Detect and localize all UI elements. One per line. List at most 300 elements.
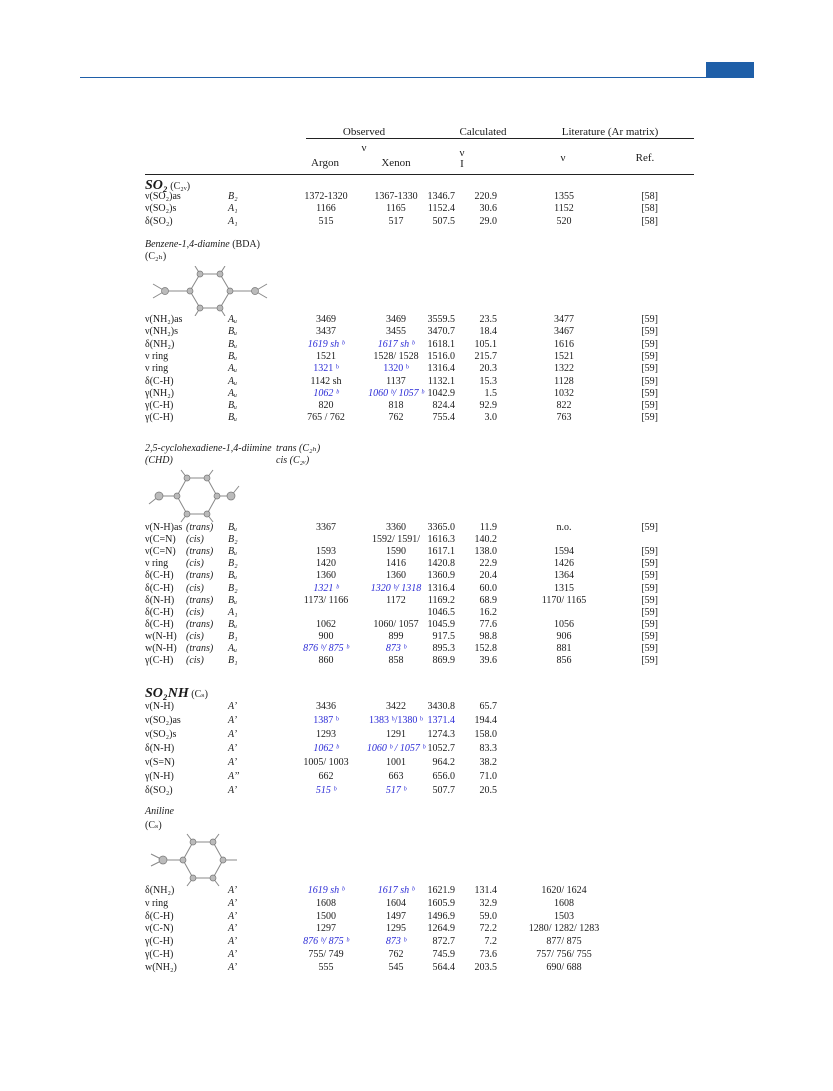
cell-lit: 1620/ 1624 bbox=[541, 885, 587, 896]
cell-ar: 876 ᵇ/ 875 ᵇ bbox=[303, 643, 349, 654]
cell-calc: 1618.1 bbox=[427, 338, 455, 350]
cell-ar: 1062 ᵇ bbox=[313, 387, 339, 399]
cell-lit: 1280/ 1282/ 1283 bbox=[528, 923, 600, 935]
cell-sym: A’ bbox=[228, 743, 238, 754]
cell-calc: 1274.3 bbox=[427, 729, 455, 740]
cell-xe: 3422 bbox=[386, 701, 406, 712]
cell-ar: 1521 bbox=[316, 350, 336, 362]
cell-xe: 1617 sh ᵇ bbox=[377, 885, 415, 896]
cell-mode: ν(N-H)as bbox=[145, 522, 183, 533]
cell-xe: 873 ᵇ bbox=[385, 936, 407, 948]
cell-ar: 555 bbox=[318, 961, 334, 973]
cell-mode: ν(C=N) bbox=[145, 546, 176, 558]
cell-xe: 1617 sh ᵇ bbox=[377, 338, 415, 350]
cell-xe: 1590 bbox=[386, 546, 406, 558]
cell-int: 7.2 bbox=[484, 936, 497, 948]
cell-ref: [59] bbox=[641, 363, 658, 375]
cell-sym: B₂ bbox=[228, 534, 238, 546]
cell-lit: 1032 bbox=[554, 387, 574, 399]
cell-sym: A’’ bbox=[228, 771, 240, 782]
cell-cond: (cis) bbox=[186, 630, 204, 642]
cell-calc: 507.7 bbox=[432, 785, 455, 796]
cell-ar: 876 ᵇ/ 875 ᵇ bbox=[303, 936, 349, 948]
cell-ref: [59] bbox=[641, 326, 658, 338]
cell-xe: 517 bbox=[388, 215, 404, 227]
calculated-header: Calculated bbox=[459, 126, 507, 138]
cell-xe: 1497 bbox=[386, 910, 406, 922]
section-title-bda: Benzene-1,4-diamine (BDA) bbox=[145, 239, 260, 250]
cell-cond: (trans) bbox=[186, 522, 214, 533]
cell-sym: A’ bbox=[228, 715, 238, 726]
cell-sym: A’ bbox=[228, 923, 238, 935]
cell-ar: 1360 bbox=[316, 570, 336, 582]
aniline-structure-image bbox=[145, 832, 245, 888]
cell-cond: (cis) bbox=[186, 606, 204, 618]
cell-sym: A’ bbox=[228, 729, 238, 740]
bda-symmetry: (C₂ₕ) bbox=[145, 251, 167, 262]
cell-int: 22.9 bbox=[479, 558, 497, 570]
cell-ar: 3437 bbox=[316, 326, 336, 338]
cell-mode: γ(C-H) bbox=[145, 655, 174, 667]
cell-sym: Bᵤ bbox=[228, 326, 238, 338]
cell-calc: 895.3 bbox=[432, 643, 455, 654]
cell-mode: ν(N-H) bbox=[145, 701, 174, 712]
cell-ar: 860 bbox=[318, 655, 334, 667]
cell-calc: 507.5 bbox=[432, 215, 455, 227]
cell-xe: 1060 ᵇ/ 1057 ᵇ bbox=[368, 387, 424, 399]
cell-sym: A’ bbox=[228, 897, 238, 909]
cell-xe: 1001 bbox=[386, 757, 406, 768]
cell-calc: 1316.4 bbox=[427, 363, 455, 375]
cell-ar: 1387 ᵇ bbox=[313, 715, 339, 726]
cell-mode: w(NH₂) bbox=[145, 961, 177, 973]
cell-ar: 515 bbox=[318, 215, 334, 227]
cell-xe: 1383 ᵇ/1380 ᵇ bbox=[369, 715, 423, 726]
cell-xe: 1172 bbox=[386, 594, 406, 606]
cell-ref: [59] bbox=[641, 350, 658, 362]
cell-mode: γ(C-H) bbox=[145, 949, 174, 960]
cell-xe: 873 ᵇ bbox=[385, 643, 407, 654]
cell-mode: ν ring bbox=[145, 558, 169, 570]
cell-sym: Aᵤ bbox=[228, 314, 238, 325]
cell-int: 20.4 bbox=[479, 570, 497, 582]
cell-xe: 3455 bbox=[386, 326, 406, 338]
cell-int: 73.6 bbox=[479, 949, 497, 960]
cell-lit: 1355 bbox=[554, 191, 574, 202]
cell-calc: 1360.9 bbox=[427, 570, 455, 582]
cell-lit: 1364 bbox=[554, 570, 574, 582]
cell-ar: 1420 bbox=[316, 558, 336, 570]
literature-header: Literature (Ar matrix) bbox=[561, 126, 659, 138]
cell-ar: 1173/ 1166 bbox=[303, 594, 349, 606]
cell-int: 20.5 bbox=[479, 785, 497, 796]
cell-ref: [59] bbox=[641, 338, 658, 350]
cell-sym: Bᵤ bbox=[228, 350, 238, 362]
cell-int: 215.7 bbox=[474, 350, 497, 362]
cell-int: 158.0 bbox=[474, 729, 497, 740]
cell-mode: δ(C-H) bbox=[145, 910, 174, 922]
cell-mode: ν(S=N) bbox=[145, 757, 175, 768]
section-title-so2: SO₂ (C₂ᵥ) bbox=[145, 178, 191, 193]
cell-xe: 1137 bbox=[386, 375, 406, 387]
cell-calc: 872.7 bbox=[432, 936, 455, 948]
cell-int: 194.4 bbox=[474, 715, 497, 726]
cell-mode: δ(C-H) bbox=[145, 582, 174, 594]
cell-ref: [59] bbox=[641, 618, 658, 630]
cell-ref: [59] bbox=[641, 558, 658, 570]
cell-calc: 1169.2 bbox=[427, 594, 455, 606]
chd-structure-image bbox=[145, 468, 245, 524]
cell-xe: 1320 ᵇ/ 1318 bbox=[370, 582, 422, 594]
cell-ref: [59] bbox=[641, 546, 658, 558]
cell-calc: 964.2 bbox=[432, 757, 455, 768]
cell-calc: 1152.4 bbox=[427, 203, 455, 215]
cell-lit: 520 bbox=[556, 215, 572, 227]
cell-lit: 1315 bbox=[554, 582, 574, 594]
cell-sym: A’ bbox=[228, 885, 238, 896]
argon-header: Argon bbox=[311, 157, 339, 169]
cell-ar: 1142 sh bbox=[310, 375, 342, 387]
ref-header: Ref. bbox=[635, 152, 655, 164]
cell-xe: 1060/ 1057 bbox=[373, 618, 419, 630]
cell-calc: 1516.0 bbox=[427, 350, 455, 362]
cell-int: 1.5 bbox=[484, 387, 497, 399]
cell-calc: 3559.5 bbox=[427, 314, 455, 325]
cell-mode: ν(NH₂)s bbox=[145, 326, 179, 338]
cell-xe: 1360 bbox=[386, 570, 406, 582]
cell-ar: 3469 bbox=[316, 314, 336, 325]
cell-lit: 1170/ 1165 bbox=[541, 594, 587, 606]
cell-int: 220.9 bbox=[474, 191, 497, 202]
cell-mode: δ(NH₂) bbox=[145, 338, 175, 350]
cell-int: 29.0 bbox=[479, 215, 497, 227]
cell-mode: δ(C-H) bbox=[145, 606, 174, 618]
cell-calc: 1605.9 bbox=[427, 897, 455, 909]
cell-xe: 1416 bbox=[386, 558, 406, 570]
cell-ar: 765 / 762 bbox=[307, 412, 345, 424]
cell-xe: 663 bbox=[388, 771, 404, 782]
cell-ar: 3436 bbox=[316, 701, 336, 712]
cell-lit: 1056 bbox=[554, 618, 574, 630]
cell-ar: 1619 sh ᵇ bbox=[307, 338, 345, 350]
cell-mode: δ(C-H) bbox=[145, 618, 174, 630]
cell-calc: 3470.7 bbox=[427, 326, 455, 338]
cell-ar: 1297 bbox=[316, 923, 336, 935]
cell-lit: 763 bbox=[556, 412, 572, 424]
cell-ref: [59] bbox=[641, 375, 658, 387]
cell-ar: 1062 bbox=[316, 618, 336, 630]
cell-lit: 3477 bbox=[554, 314, 574, 325]
cell-calc: 1316.4 bbox=[427, 582, 455, 594]
cell-int: 77.6 bbox=[479, 618, 497, 630]
cell-mode: δ(N-H) bbox=[145, 594, 175, 606]
literature-nu-symbol: ν bbox=[560, 152, 566, 164]
cell-mode: w(N-H) bbox=[145, 643, 177, 654]
cell-mode: γ(NH₂) bbox=[145, 387, 175, 399]
cell-sym: Bᵤ bbox=[228, 400, 238, 412]
cell-ref: [59] bbox=[641, 387, 658, 399]
cell-ar: 515 ᵇ bbox=[315, 785, 337, 796]
cell-calc: 1264.9 bbox=[427, 923, 455, 935]
cell-lit: 877/ 875 bbox=[546, 936, 582, 948]
cell-xe: 762 bbox=[388, 412, 404, 424]
cell-int: 98.8 bbox=[479, 630, 497, 642]
cell-calc: 3430.8 bbox=[427, 701, 455, 712]
cell-ar: 1321 ᵇ bbox=[313, 363, 339, 375]
cell-calc: 1617.1 bbox=[427, 546, 455, 558]
cell-mode: ν(SO₂)as bbox=[145, 715, 181, 726]
cell-mode: δ(SO₂) bbox=[145, 215, 173, 227]
cell-sym: Bᵤ bbox=[228, 338, 238, 350]
cell-lit: 1503 bbox=[554, 910, 574, 922]
cell-lit: 690/ 688 bbox=[546, 961, 582, 973]
cell-xe: 1604 bbox=[386, 897, 406, 909]
cell-xe: 762 bbox=[388, 949, 404, 960]
cell-ar: 1293 bbox=[316, 729, 336, 740]
section-title-so2nh: SO₂NH (Cₛ) bbox=[145, 686, 208, 701]
cell-ar: 1321 ᵇ bbox=[313, 582, 339, 594]
cell-ar: 820 bbox=[318, 400, 334, 412]
cell-int: 18.4 bbox=[479, 326, 497, 338]
cell-int: 65.7 bbox=[479, 701, 497, 712]
cell-cond: (cis) bbox=[186, 558, 204, 570]
cell-int: 16.2 bbox=[479, 606, 497, 618]
cell-ar: 900 bbox=[318, 630, 334, 642]
cell-mode: ν ring bbox=[145, 897, 169, 909]
cell-ar: 1619 sh ᵇ bbox=[307, 885, 345, 896]
cell-ar: 1372-1320 bbox=[304, 191, 348, 202]
cell-sym: Aᵤ bbox=[228, 375, 238, 387]
cell-int: 71.0 bbox=[479, 771, 497, 782]
section-title-chd: 2,5-cyclohexadiene-1,4-diimine bbox=[145, 443, 272, 454]
cell-mode: ν(C=N) bbox=[145, 534, 176, 546]
cell-int: 152.8 bbox=[474, 643, 497, 654]
cell-mode: γ(N-H) bbox=[145, 771, 174, 782]
cell-sym: A’ bbox=[228, 701, 238, 712]
cell-int: 105.1 bbox=[474, 338, 497, 350]
cell-ar: 1593 bbox=[316, 546, 336, 558]
cell-sym: B₂ bbox=[228, 191, 238, 202]
cell-sym: B₂ bbox=[228, 582, 238, 594]
cell-xe: 517 ᵇ bbox=[385, 785, 407, 796]
cell-int: 68.9 bbox=[479, 594, 497, 606]
cell-ar: 755/ 749 bbox=[308, 949, 344, 960]
cell-sym: A₁ bbox=[228, 215, 238, 227]
cell-mode: δ(NH₂) bbox=[145, 885, 175, 896]
cell-lit: 1608 bbox=[554, 897, 574, 909]
cell-ref: [59] bbox=[641, 582, 658, 594]
cell-calc: 1045.9 bbox=[427, 618, 455, 630]
cell-int: 140.2 bbox=[474, 534, 497, 546]
cell-ar: 3367 bbox=[316, 522, 336, 533]
cell-int: 60.0 bbox=[479, 582, 497, 594]
cell-cond: (cis) bbox=[186, 582, 204, 594]
cell-lit: 1322 bbox=[554, 363, 574, 375]
cell-lit: 1594 bbox=[554, 546, 574, 558]
cell-cond: (cis) bbox=[186, 534, 204, 546]
cell-calc: 1621.9 bbox=[427, 885, 455, 896]
cell-cond: (cis) bbox=[186, 655, 204, 667]
cell-ar: 1166 bbox=[316, 203, 336, 215]
cell-ref: [59] bbox=[641, 655, 658, 667]
header-rule-bottom bbox=[145, 174, 694, 175]
cell-calc: 1616.3 bbox=[427, 534, 455, 546]
cell-ref: [58] bbox=[641, 203, 658, 215]
cell-mode: δ(N-H) bbox=[145, 743, 175, 754]
cell-cond: (trans) bbox=[186, 643, 214, 654]
cell-int: 11.9 bbox=[479, 522, 497, 533]
cell-xe: 1295 bbox=[386, 923, 406, 935]
cell-int: 38.2 bbox=[479, 757, 497, 768]
cell-sym: Aᵤ bbox=[228, 387, 238, 399]
cell-ref: [59] bbox=[641, 412, 658, 424]
cell-sym: B₁ bbox=[228, 630, 238, 642]
cell-mode: δ(C-H) bbox=[145, 375, 174, 387]
cell-ref: [59] bbox=[641, 643, 658, 654]
cell-sym: A₁ bbox=[228, 606, 238, 618]
cell-sym: B₂ bbox=[228, 558, 238, 570]
cell-xe: 545 bbox=[388, 961, 404, 973]
cell-lit: 1521 bbox=[554, 350, 574, 362]
cell-mode: ν(SO₂)s bbox=[145, 729, 177, 740]
cell-cond: (trans) bbox=[186, 546, 214, 558]
cell-sym: A’ bbox=[228, 961, 238, 973]
cell-calc: 3365.0 bbox=[427, 522, 455, 533]
cell-sym: A’ bbox=[228, 785, 238, 796]
intensity-header: I bbox=[460, 158, 464, 170]
cell-int: 3.0 bbox=[484, 412, 497, 424]
cell-mode: ν(NH₂)as bbox=[145, 314, 183, 325]
cell-ref: [59] bbox=[641, 400, 658, 412]
cell-calc: 1132.1 bbox=[427, 375, 455, 387]
cell-xe: 1592/ 1591/ bbox=[371, 534, 421, 546]
cell-calc: 1420.8 bbox=[427, 558, 455, 570]
cell-calc: 755.4 bbox=[432, 412, 455, 424]
cell-int: 203.5 bbox=[474, 961, 497, 973]
cell-calc: 1496.9 bbox=[427, 910, 455, 922]
cell-int: 83.3 bbox=[479, 743, 497, 754]
cell-xe: 3469 bbox=[386, 314, 406, 325]
bda-structure-image bbox=[145, 266, 285, 316]
cell-mode: γ(C-H) bbox=[145, 412, 174, 424]
cell-sym: Bᵤ bbox=[228, 570, 238, 582]
cell-ref: [58] bbox=[641, 191, 658, 202]
cell-int: 92.9 bbox=[479, 400, 497, 412]
cell-lit: n.o. bbox=[556, 522, 572, 533]
cell-ref: [59] bbox=[641, 314, 658, 325]
cell-calc: 1042.9 bbox=[427, 387, 455, 399]
cell-lit: 1426 bbox=[554, 558, 574, 570]
chd-trans-symmetry: trans (C₂ₕ) bbox=[276, 443, 321, 454]
observed-header: Observed bbox=[342, 126, 386, 138]
observed-nu-symbol: ν bbox=[361, 142, 367, 154]
cell-xe: 1367-1330 bbox=[374, 191, 418, 202]
cell-mode: ν ring bbox=[145, 350, 169, 362]
cell-sym: A’ bbox=[228, 757, 238, 768]
cell-xe: 818 bbox=[388, 400, 404, 412]
chd-cis-symmetry: cis (C₂ᵥ) bbox=[276, 455, 310, 466]
xenon-header: Xenon bbox=[381, 157, 411, 169]
cell-lit: 1616 bbox=[554, 338, 574, 350]
cell-calc: 917.5 bbox=[432, 630, 455, 642]
cell-sym: Bᵤ bbox=[228, 546, 238, 558]
cell-int: 15.3 bbox=[479, 375, 497, 387]
cell-ref: [59] bbox=[641, 606, 658, 618]
cell-mode: ν ring bbox=[145, 363, 169, 375]
cell-lit: 822 bbox=[556, 400, 572, 412]
cell-xe: 899 bbox=[388, 630, 404, 642]
cell-mode: δ(C-H) bbox=[145, 570, 174, 582]
cell-mode: γ(C-H) bbox=[145, 936, 174, 948]
cell-cond: (trans) bbox=[186, 594, 214, 606]
cell-xe: 858 bbox=[388, 655, 404, 667]
cell-lit: 1128 bbox=[554, 375, 574, 387]
cell-cond: (trans) bbox=[186, 618, 214, 630]
cell-ar: 662 bbox=[318, 771, 334, 782]
cell-sym: A₁ bbox=[228, 203, 238, 215]
cell-sym: B₁ bbox=[228, 655, 238, 667]
cell-int: 23.5 bbox=[479, 314, 497, 325]
cell-lit: 757/ 756/ 755 bbox=[536, 949, 592, 960]
aniline-symmetry: (Cₛ) bbox=[145, 820, 162, 831]
cell-cond: (trans) bbox=[186, 570, 214, 582]
calculated-nu-symbol: ν bbox=[459, 147, 465, 159]
cell-mode: ν(C-N) bbox=[145, 923, 174, 935]
cell-sym: Bᵤ bbox=[228, 522, 238, 533]
cell-mode: w(N-H) bbox=[145, 630, 177, 642]
cell-mode: ν(SO₂)as bbox=[145, 191, 181, 202]
cell-xe: 1291 bbox=[386, 729, 406, 740]
cell-lit: 881 bbox=[556, 643, 572, 654]
cell-ar: 1500 bbox=[316, 910, 336, 922]
cell-ref: [59] bbox=[641, 630, 658, 642]
cell-sym: Aᵤ bbox=[228, 363, 238, 375]
cell-sym: Bᵤ bbox=[228, 618, 238, 630]
cell-calc: 564.4 bbox=[432, 961, 455, 973]
cell-calc: 1046.5 bbox=[427, 606, 455, 618]
cell-xe: 3360 bbox=[386, 522, 406, 533]
cell-lit: 3467 bbox=[554, 326, 574, 338]
cell-xe: 1165 bbox=[386, 203, 406, 215]
cell-ar: 1608 bbox=[316, 897, 336, 909]
cell-sym: A’ bbox=[228, 949, 238, 960]
cell-sym: Aᵤ bbox=[228, 643, 238, 654]
cell-int: 138.0 bbox=[474, 546, 497, 558]
cell-int: 131.4 bbox=[474, 885, 497, 896]
cell-calc: 824.4 bbox=[432, 400, 455, 412]
cell-xe: 1060 ᵇ / 1057 ᵇ bbox=[366, 743, 426, 754]
cell-sym: Bᵤ bbox=[228, 594, 238, 606]
cell-ref: [59] bbox=[641, 570, 658, 582]
cell-int: 20.3 bbox=[479, 363, 497, 375]
cell-ar: 1005/ 1003 bbox=[303, 757, 349, 768]
cell-mode: δ(SO₂) bbox=[145, 785, 173, 796]
cell-int: 30.6 bbox=[479, 203, 497, 215]
section-title-aniline: Aniline bbox=[145, 806, 174, 817]
cell-calc: 1346.7 bbox=[427, 191, 455, 202]
cell-calc: 1052.7 bbox=[427, 743, 455, 754]
cell-calc: 745.9 bbox=[432, 949, 455, 960]
cell-int: 32.9 bbox=[479, 897, 497, 909]
cell-int: 72.2 bbox=[479, 923, 497, 935]
cell-sym: A’ bbox=[228, 910, 238, 922]
cell-calc: 1371.4 bbox=[427, 715, 455, 726]
cell-lit: 906 bbox=[556, 630, 572, 642]
cell-xe: 1320 ᵇ bbox=[383, 363, 409, 375]
cell-sym: A’ bbox=[228, 936, 238, 948]
cell-int: 39.6 bbox=[479, 655, 497, 667]
cell-ref: [59] bbox=[641, 522, 658, 533]
